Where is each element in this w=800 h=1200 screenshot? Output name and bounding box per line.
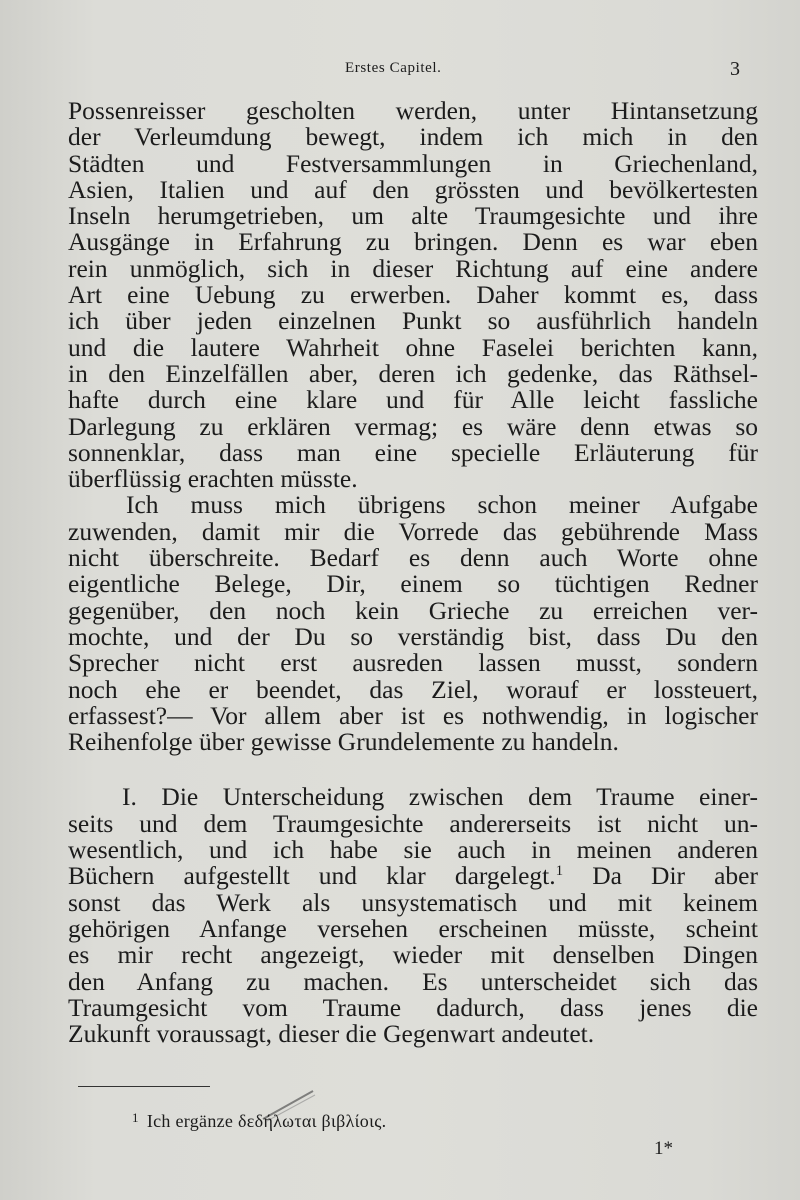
section-1-line: sonst das Werk als unsystematisch und mit keinem — [68, 887, 758, 917]
paragraph-2-line: noch ehe er beendet, das Ziel, worauf er lossteuert, — [68, 674, 758, 704]
paragraph-1-line: hafte durch eine klare und für Alle leicht fassliche — [68, 385, 758, 415]
paragraph-1-line: Darlegung zu erklären vermag; es wäre denn etwas so — [68, 411, 758, 441]
section-1-line: Traumgesicht vom Traume dadurch, dass jenes die — [68, 992, 758, 1022]
footnote-reference[interactable]: 1 — [555, 863, 564, 880]
paragraph-1 — [68, 98, 758, 492]
section-1-line-text: Büchern aufgestellt und klar dargelegt. — [68, 861, 556, 891]
paragraph-1-line: Asien, Italien und auf den grössten und bevölkertesten — [68, 174, 758, 204]
paragraph-1-line: Ausgänge in Erfahrung zu bringen. Denn es war eben — [68, 227, 758, 257]
page-number: 3 — [730, 58, 740, 80]
section-1-line: I. Die Unterscheidung zwischen dem Traume einer- — [122, 782, 758, 812]
paragraph-2 — [68, 492, 758, 755]
paragraph-1-line: überflüssig erachten müsste. — [68, 464, 358, 494]
paragraph-1-line: Possenreisser gescholten werden, unter Hintansetzung — [68, 96, 758, 125]
paragraph-1-line: sonnenklar, dass man eine specielle Erläuterung für — [68, 437, 758, 467]
paragraph-1-line: Städten und Festversammlungen in Griechenland, — [68, 148, 758, 178]
paragraph-2-line: Sprecher nicht erst ausreden lassen musst, sondern — [68, 648, 758, 678]
section-1-line: gehörigen Anfange versehen erscheinen müsste, scheint — [68, 913, 758, 943]
footnote-number: 1 — [132, 1110, 139, 1125]
section-gap — [68, 755, 758, 784]
paragraph-2-line: mochte, und der Du so verständig bist, dass Du den — [68, 621, 758, 651]
paragraph-1-line: ich über jeden einzelnen Punkt so ausführlich handeln — [68, 306, 758, 336]
section-1-line — [68, 863, 758, 889]
footnote-rule — [78, 1086, 210, 1087]
paragraph-2-line: nicht überschreite. Bedarf es denn auch Worte ohne — [68, 543, 758, 573]
paragraph-2-line: erfassest?— Vor allem aber ist es nothwendig, in logischer — [68, 700, 758, 730]
paragraph-1-line: und die lautere Wahrheit ohne Faselei berichten kann, — [68, 332, 758, 362]
paragraph-1-line: rein unmöglich, sich in dieser Richtung auf eine andere — [68, 253, 758, 283]
paragraph-1-line: Art eine Uebung zu erwerben. Daher kommt es, dass — [68, 280, 758, 310]
section-1-line-tail: Da Dir aber — [563, 861, 758, 891]
printer-signature: 1* — [654, 1138, 673, 1159]
body-text — [68, 98, 758, 1047]
section-1 — [68, 784, 758, 1047]
section-1-line: seits und dem Traumgesichte andererseits ist nicht un- — [68, 808, 758, 838]
running-title: Erstes Capitel. — [345, 60, 442, 76]
paragraph-2-line: gegenüber, den noch kein Grieche zu erreichen ver- — [68, 595, 758, 625]
footnote — [132, 1110, 386, 1132]
paragraph-1-line: Inseln herumgetrieben, um alte Traumgesichte und ihre — [68, 201, 758, 231]
section-1-line: es mir recht angezeigt, wieder mit denselben Dingen — [68, 940, 758, 970]
paragraph-2-line: zuwenden, damit mir die Vorrede das gebührende Mass — [68, 516, 758, 546]
section-1-line: wesentlich, und ich habe sie auch in meinen anderen — [68, 835, 758, 865]
paragraph-2-line: eigentliche Belege, Dir, einem so tüchtigen Redner — [68, 569, 758, 599]
paragraph-2-line: Ich muss mich übrigens schon meiner Aufgabe — [126, 490, 758, 520]
section-1-line: den Anfang zu machen. Es unterscheidet sich das — [68, 966, 758, 996]
paragraph-2-line: Reihenfolge über gewisse Grundelemente zu handeln. — [68, 727, 619, 757]
paragraph-1-line: in den Einzelfällen aber, deren ich gedenke, das Räthsel- — [68, 358, 758, 388]
footnote-text: Ich ergänze δεδήλωται βιβλίοις. — [146, 1111, 387, 1131]
paragraph-1-line: der Verleumdung bewegt, indem ich mich in den — [68, 122, 758, 152]
section-1-line: Zukunft voraussagt, dieser die Gegenwart andeutet. — [68, 1019, 595, 1049]
